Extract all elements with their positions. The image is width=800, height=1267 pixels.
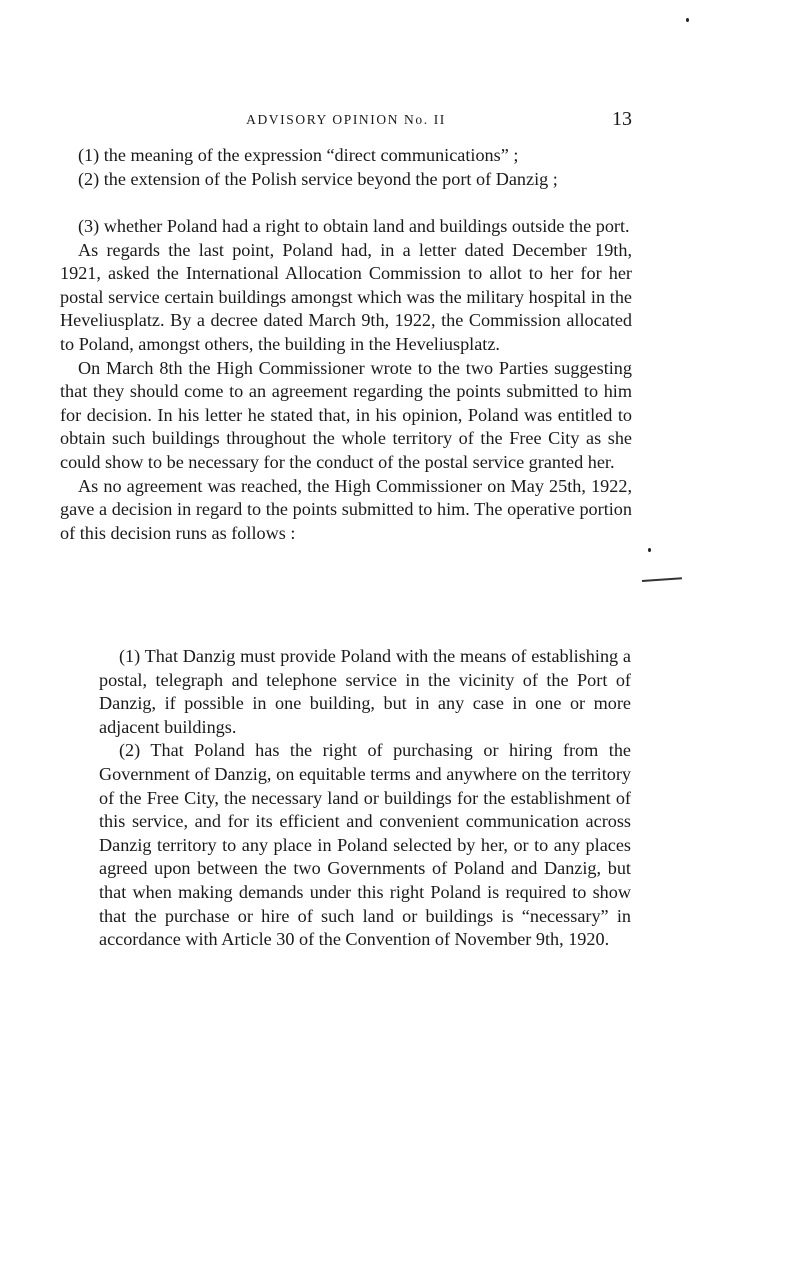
running-head: ADVISORY OPINION No. II: [246, 112, 446, 127]
paragraph: As regards the last point, Poland had, in a letter dated December 19th, 1921, asked the International Allocation Commission to allot to her for her postal service certain buildings amongst which was the military hospital in the Heveliusplatz. By a decree dated March 9th, 1922, the Commission allocated to Poland, amongst others, the building in the Heveliusplatz.: [60, 239, 632, 354]
quote-paragraph: (1) That Danzig must provide Poland with the means of establishing a postal, telegraph and telephone service in the vicinity of the Port of Danzig, if possible in one building, but in any case in one or more adjacent buildings.: [99, 646, 631, 737]
paragraph: As no agreement was reached, the High Commissioner on May 25th, 1922, gave a decision in regard to the points submitted to him. The operative portion of this decision runs as follows :: [60, 475, 632, 543]
page-number: 13: [612, 108, 632, 130]
margin-pencil-mark: [642, 577, 682, 581]
paragraph: On March 8th the High Commissioner wrote to the two Parties suggesting that they should come to an agreement regarding the points submitted to him for decision. In his letter he stated that, in his opinion, Poland was entitled to obtain such buildings throughout the whole territory of the Free City as she could show to be necessary for the conduct of the postal service granted her.: [60, 357, 632, 472]
paragraph: (3) whether Poland had a right to obtain land and buildings outside the port.: [78, 216, 630, 236]
list-item: (1) the meaning of the expression “direct communications” ;: [78, 145, 519, 165]
quoted-decision: [99, 645, 631, 952]
body-text: [60, 215, 632, 545]
page-header: [60, 108, 632, 138]
list-block: [60, 144, 632, 191]
margin-dot-mark: [648, 548, 651, 552]
scan-speck: [686, 18, 689, 22]
list-item: (2) the extension of the Polish service beyond the port of Danzig ;: [78, 168, 558, 189]
quote-paragraph: (2) That Poland has the right of purchasing or hiring from the Government of Danzig, on equitable terms and anywhere on the territory of the Free City, the necessary land or buildings for the establishment of this service, and for its efficient and convenient communication across Danzig territory to any place in Poland selected by her, or to any places agreed upon between the two Governments of Poland and Danzig, but that when making demands under this right Poland is required to show that the purchase or hire of such land or buildings is “necessary” in accordance with Article 30 of the Convention of November 9th, 1920.: [99, 740, 631, 950]
